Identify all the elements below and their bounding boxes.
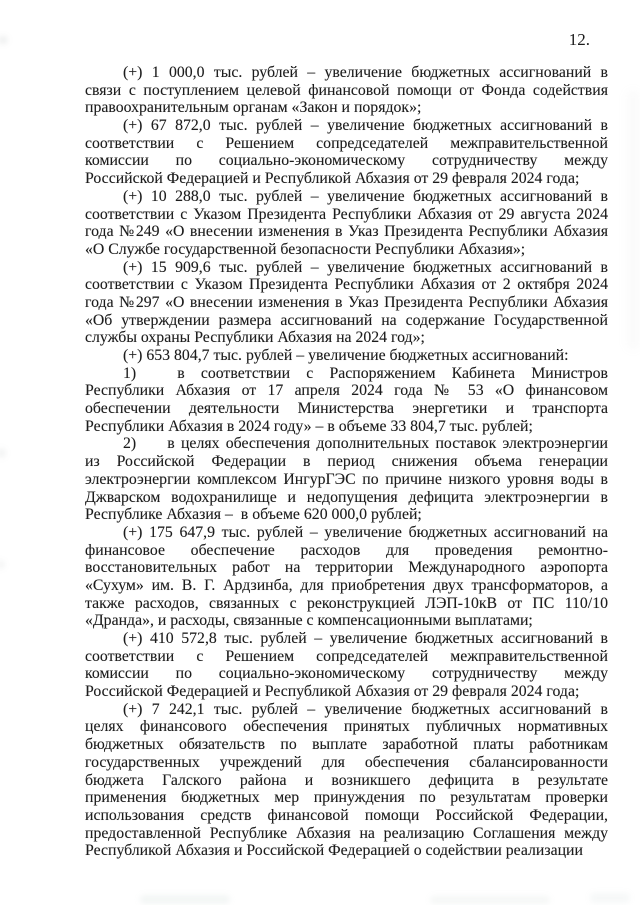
text-line: Республикой Абхазия и Российской Федерацией о содействии реализации xyxy=(85,842,583,860)
text-line: государственных учреждений для обеспечения сбалансированности xyxy=(85,753,608,771)
text-line: «Дранда», и расходы, связанные с компенсационными выплатами; xyxy=(85,612,533,630)
list-item-marker: 2) xyxy=(123,435,137,453)
scan-smudge xyxy=(140,895,230,904)
text-line: комиссии по социально-экономическому сотрудничеству между xyxy=(85,152,608,170)
text-line: применения бюджетных мер принуждения по результатам проверки xyxy=(85,789,608,807)
text-line: электроэнергии комплексом ИнгурГЭС по причине низкого уровня воды в xyxy=(85,470,608,488)
text-line: 2) в целях обеспечения дополнительных поставок электроэнергии xyxy=(123,435,608,453)
text-line: из Российской Федерации в период снижения объема генерации xyxy=(85,453,608,471)
text-line: финансовое обеспечение расходов для проведения ремонтно- xyxy=(85,541,608,559)
scan-smudge xyxy=(430,896,550,904)
text-line: соответствии с Указом Президента Республики Абхазия от 2 октября 2024 xyxy=(85,276,608,294)
text-line: (+) 10 288,0 тыс. рублей – увеличение бюджетных ассигнований в xyxy=(123,187,608,205)
text-line: Республики Абхазия от 17 апреля 2024 года № 53 «О финансовом xyxy=(85,382,608,400)
text-line: обеспечении деятельности Министерства энергетики и транспорта xyxy=(85,400,608,418)
text-line: года №249 «О внесении изменения в Указ Президента Республики Абхазия xyxy=(85,223,608,241)
text-line: (+) 653 804,7 тыс. рублей – увеличение бюджетных ассигнований: xyxy=(123,347,569,364)
text-line: восстановительных работ на территории Международного аэропорта xyxy=(85,559,608,577)
text-line: бюджета Галского района и возникшего дефицита в результате xyxy=(85,771,608,789)
text-line: Российской Федерацией и Республикой Абхазия от 29 февраля 2024 года; xyxy=(85,170,580,188)
page-number: 12. xyxy=(568,30,590,49)
scan-smudge xyxy=(626,90,640,350)
paragraph xyxy=(85,365,608,436)
scan-smudge xyxy=(590,893,630,903)
scan-smudge xyxy=(0,36,8,44)
text-line: (+) 1 000,0 тыс. рублей – увеличение бюджетных ассигнований в xyxy=(123,64,608,81)
text-line: (+) 67 872,0 тыс. рублей – увеличение бюджетных ассигнований в xyxy=(123,117,608,135)
text-line: Республике Абхазия – в объеме 620 000,0 рублей; xyxy=(85,506,422,524)
document-body xyxy=(85,64,608,860)
paragraph xyxy=(85,347,608,365)
text-line: (+) 7 242,1 тыс. рублей – увеличение бюджетных ассигнований в xyxy=(123,700,608,718)
paragraph xyxy=(85,188,608,259)
text-line: службы охраны Республики Абхазия на 2024 год»; xyxy=(85,329,425,347)
text-line: Республики Абхазия в 2024 году» – в объеме 33 804,7 тыс. рублей; xyxy=(85,417,533,435)
text-line: также расходов, связанных с реконструкцией ЛЭП-10кВ от ПС 110/10 xyxy=(85,594,608,612)
paragraph xyxy=(85,259,608,347)
paragraph xyxy=(85,630,608,701)
paragraph xyxy=(85,117,608,188)
text-line: (+) 410 572,8 тыс. рублей – увеличение бюджетных ассигнований в xyxy=(123,630,608,647)
text-line: предоставленной Республике Абхазия на реализацию Соглашения между xyxy=(85,824,608,842)
scan-smudge xyxy=(0,560,5,569)
text-line: комиссии по социально-экономическому сотрудничеству между xyxy=(85,665,608,683)
text-line: «Сухум» им. В. Г. Ардзинба, для приобретения двух трансформаторов, а xyxy=(85,576,608,594)
text-line: соответствии с Решением сопредседателей межправительственной xyxy=(85,134,608,152)
text-line: (+) 175 647,9 тыс. рублей – увеличение бюджетных ассигнований на xyxy=(123,523,608,541)
paragraph xyxy=(85,524,608,630)
paragraph xyxy=(85,701,608,860)
text-line: Российской Федерацией и Республикой Абхазия от 29 февраля 2024 года; xyxy=(85,683,580,701)
text-line: связи с поступлением целевой финансовой помощи от Фонда содействия xyxy=(85,81,608,99)
text-line: целях финансового обеспечения принятых публичных нормативных xyxy=(85,718,608,736)
text-line: Джварском водохранилище и недопущения дефицита электроэнергии в xyxy=(85,488,608,506)
text-line: использования средств финансовой помощи Российской Федерации, xyxy=(85,806,608,824)
text-line: правоохранительным органам «Закон и порядок»; xyxy=(85,99,422,117)
text-line: «О Службе государственной безопасности Республики Абхазия»; xyxy=(85,240,526,258)
paragraph xyxy=(85,64,608,117)
paragraph xyxy=(85,435,608,523)
text-line: «Об утверждении размера ассигнований на содержание Государственной xyxy=(85,311,608,329)
scan-smudge xyxy=(0,448,6,458)
text-line: соответствии с Указом Президента Республики Абхазия от 29 августа 2024 xyxy=(85,205,608,223)
list-item-marker: 1) xyxy=(123,364,137,382)
text-line: (+) 15 909,6 тыс. рублей – увеличение бюджетных ассигнований в xyxy=(123,258,608,276)
text-line: 1) в соответствии с Распоряжением Кабинета Министров xyxy=(123,364,608,382)
text-line: года №297 «О внесении изменения в Указ Президента Республики Абхазия xyxy=(85,293,608,311)
text-line: бюджетных обязательств по выплате заработной платы работникам xyxy=(85,736,608,754)
text-line: соответствии с Решением сопредседателей межправительственной xyxy=(85,647,608,665)
